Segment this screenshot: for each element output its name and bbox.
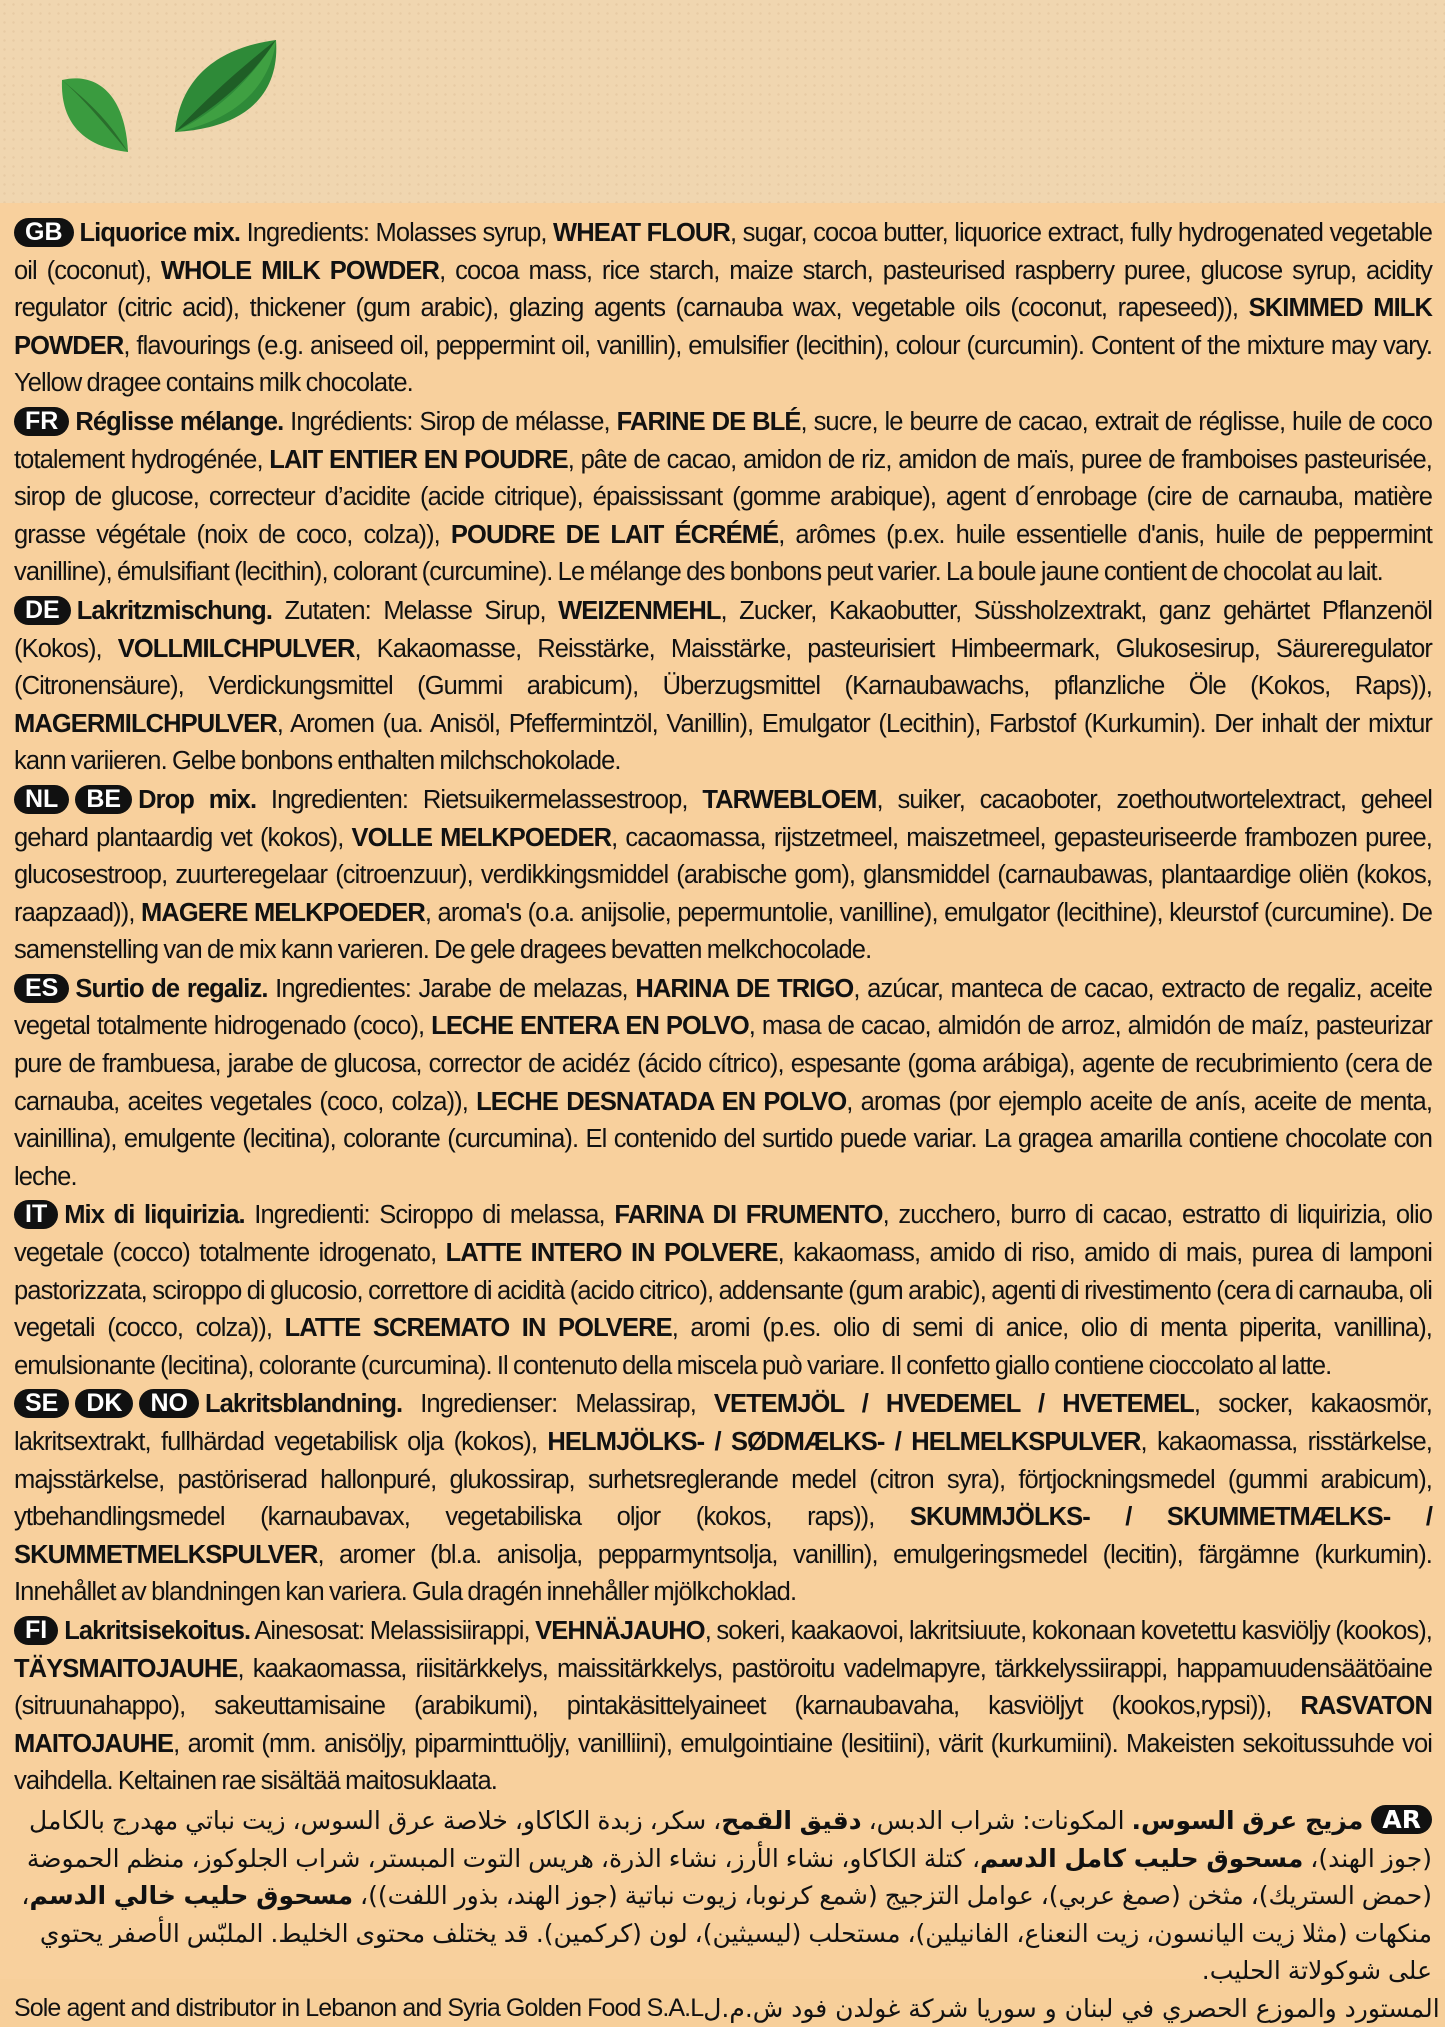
ingredient-block-fr: FR Réglisse mélange. Ingrédients: Sirop de mélasse, FARINE DE BLÉ, sucre, le beurre de cacao, extrait de réglisse, huile de coco totalement hydrogénée, LAIT ENTIER EN POUDRE, pâte de cacao, amidon de riz, amidon de maïs, puree de framboises pasteurisée, sirop de glucose, correcteur d’acidite (acide citrique), épaississant (gomme arabique), agent d´enrobage (cire de carnauba, matière grasse végétale (noix de coco, colza)), POUDRE DE LAIT ÉCRÉMÉ, arômes (p.ex. huile essentielle d'anis, huile de peppermint vanilline), émulsifiant (lecithin), colorant (curcumine). Le mélange des bonbons peut varier. La boule jaune contient de chocolat au lait.: [14, 406, 1433, 587]
allergen-text: LATTE SCREMATO IN POLVERE: [284, 1314, 672, 1343]
product-title: Liquorice mix.: [79, 219, 241, 247]
allergen-text: مسحوق حليب كامل الدسم: [980, 1843, 1304, 1873]
country-badge: FR: [14, 407, 69, 436]
ingredient-block-se: SE DK NO Lakritsblandning. Ingredienser: Melassirap, VETEMJÖL / HVEDEMEL / HVETEMEL, socker, kakaosmör, lakritsextrakt, fullhärdad vegetabilisk olja (kokos), HELMJÖLKS- / SØDMÆLKS- / HELMELKSPULVER, kakaomassa, risstärkelse, majsstärkelse, pastöriserad hallonpuré, glukossirap, surhetsreglerande medel (citron syra), förtjockningsmedel (gummi arabicum), ytbehandlingsmedel (karnaubavax, vegetabiliska oljor (kokos, raps)), SKUMMJÖLKS- / SKUMMETMÆLKS- / SKUMMETMELKSPULVER, aromer (bl.a. anisolja, pepparmyntsolja, vanillin), emulgeringsmedel (lecitin), färgämne (kurkumin). Innehållet av blandningen kan variera. Gula dragén innehåller mjölkchoklad.: [14, 1389, 1433, 1607]
allergen-text: WHOLE MILK POWDER: [160, 256, 440, 285]
product-title: Mix di liquirizia.: [64, 1201, 245, 1230]
product-title: Lakritzmischung.: [76, 596, 273, 625]
allergen-text: SKIMMED MILK POWDER: [14, 294, 1432, 360]
allergen-text: VEHNÄJAUHO: [535, 1616, 705, 1645]
ingredient-block-ar: ARمزيج عرق السوس. المكونات: شراب الدبس، دقيق القمح، سكر، زبدة الكاكاو، خلاصة عرق السوس، زيت نباتي مهدرج بالكامل (جوز الهند)، مسحوق حليب كامل الدسم، كتلة الكاكاو، نشاء الأرز، نشاء الذرة، هريس التوت المبستر، شراب الجلوكوز، منظم الحموضة (حمض الستريك)، مثخن (صمغ عربي)، عوامل التزجيج (شمع كرنوبا، زيوت نباتية (جوز الهند، بذور اللفت))، مسحوق حليب خالي الدسم، منكهات (مثلا زيت اليانسون، زيت النعناع، الفانيلين)، مستحلب (ليسيثين)، لون (كركمين). قد يختلف محتوى الخليط. الملبّس الأصفر يحتوي على شوكولاتة الحليب.: [21, 1804, 1432, 1986]
allergen-text: RASVATON MAITOJAUHE: [14, 1692, 1432, 1758]
country-badge: BE: [75, 785, 132, 814]
allergen-text: LATTE INTERO IN POLVERE: [445, 1239, 778, 1268]
product-title: Drop mix.: [138, 785, 257, 814]
country-badge: NO: [139, 1389, 199, 1418]
allergen-text: مسحوق حليب خالي الدسم: [29, 1881, 354, 1911]
allergen-text: HARINA DE TRIGO: [635, 974, 854, 1003]
country-badge: FI: [14, 1616, 58, 1645]
allergen-text: VETEMJÖL / HVEDEMEL / HVETEMEL: [713, 1390, 1194, 1419]
allergen-text: دقيق القمح: [721, 1805, 862, 1835]
ingredient-block-fi: FI Lakritsisekoitus. Ainesosat: Melassisiirappi, VEHNÄJAUHO, sokeri, kaakaovoi, lakritsiuute, kokonaan kovetettu kasviöljy (kookos), TÄYSMAITOJAUHE, kaakaomassa, riisitärkkelys, maissitärkkelys, pastöroitu vadelmapyre, tärkkelyssiirappi, happamuudensäätöaine (sitruunahappo), sakeuttamisaine (arabikumi), pintakäsittelyaineet (karnaubavaha, kasviöljyt (kookos,rypsi)), RASVATON MAITOJAUHE, aromit (mm. anisöljy, piparminttuöljy, vanilliini), emulgointiaine (lesitiini), värit (kurkumiini). Makeisten sekoitussuhde voi vaihdella. Keltainen rae sisältää maitosuklaata.: [14, 1615, 1432, 1796]
allergen-text: FARINE DE BLÉ: [616, 407, 801, 436]
product-title: Surtio de regaliz.: [75, 974, 268, 1003]
leaves-illustration: [0, 0, 420, 203]
allergen-text: MAGERE MELKPOEDER: [140, 898, 425, 927]
allergen-text: VOLLE MELKPOEDER: [351, 823, 612, 852]
allergen-text: POUDRE DE LAIT ÉCRÉMÉ: [450, 520, 779, 549]
product-title: Réglisse mélange.: [75, 407, 284, 436]
allergen-text: FARINA DI FRUMENTO: [614, 1201, 883, 1230]
allergen-text: MAGERMILCHPULVER: [14, 709, 277, 738]
allergen-text: TÄYSMAITOJAUHE: [14, 1654, 238, 1683]
allergen-text: WHEAT FLOUR: [553, 219, 730, 247]
ingredient-block-it: IT Mix di liquirizia. Ingredienti: Sciroppo di melassa, FARINA DI FRUMENTO, zucchero, burro di cacao, estratto di liquirizia, olio vegetale (cocco) totalmente idrogenato, LATTE INTERO IN POLVERE, kakaomass, amido di riso, amido di mais, purea di lamponi pastorizzata, sciroppo di glucosio, correttore di acidità (acido citrico), addensante (gum arabic), agenti di rivestimento (cera di carnauba, oli vegetali (cocco, colza)), LATTE SCREMATO IN POLVERE, aromi (p.es. olio di semi di anice, olio di menta piperita, vanillina), emulsionante (lecitina), colorante (curcumina). Il contenuto della miscela può variare. Il confetto giallo contiene cioccolato al latte.: [14, 1200, 1432, 1380]
allergen-text: LECHE DESNATADA EN POLVO: [476, 1087, 847, 1116]
cardboard-header: [0, 0, 1445, 203]
allergen-text: LECHE ENTERA EN POLVO: [431, 1012, 749, 1041]
country-badge: AR: [1371, 1805, 1432, 1834]
left-leaf: [62, 78, 128, 152]
country-badge: GB: [14, 218, 74, 247]
allergen-text: VOLLMILCHPULVER: [117, 634, 355, 663]
ingredient-block-nl: NL BE Drop mix. Ingredienten: Rietsuikermelassestroop, TARWEBLOEM, suiker, cacaoboter, zoethoutwortelextract, geheel gehard plantaardig vet (kokos), VOLLE MELKPOEDER, cacaomassa, rijstzetmeel, maiszetmeel, gepasteuriseerde frambozen puree, glucosestroop, zuurteregelaar (citroenzuur), verdikkingsmiddel (arabische gom), glansmiddel (carnaubawas, plantaardige oliën (kokos, raapzaad)), MAGERE MELKPOEDER, aroma's (o.a. anijsolie, pepermuntolie, vanilline), emulgator (lecithine), kleurstof (curcumine). De samenstelling van de mix kann varieren. De gele dragees bevatten melkchocolade.: [14, 784, 1433, 965]
product-title: Lakritsblandning.: [204, 1390, 403, 1419]
country-badge: DE: [14, 596, 71, 625]
country-badge: ES: [14, 974, 69, 1003]
product-title: Lakritsisekoitus.: [64, 1616, 251, 1645]
allergen-text: WEIZENMEHL: [558, 596, 721, 625]
allergen-text: TARWEBLOEM: [702, 785, 877, 814]
distributor-ar: المستورد والموزع الحصري في لبنان و سوريا شركة غولدن فود ش.م.ل: [703, 1993, 1440, 2023]
ingredient-block-es: ES Surtio de regaliz. Ingredientes: Jarabe de melazas, HARINA DE TRIGO, azúcar, manteca de cacao, extracto de regaliz, aceite vegetal totalmente hidrogenado (coco), LECHE ENTERA EN POLVO, masa de cacao, almidón de arroz, almidón de maíz, pasteurizar pure de frambuesa, jarabe de glucosa, corrector de acidéz (ácido cítrico), espesante (goma arábiga), agente de recubrimiento (cera de carnauba, aceites vegetales (coco, colza)), LECHE DESNATADA EN POLVO, aromas (por ejemplo aceite de anís, aceite de menta, vainillina), emulgente (lecitina), colorante (curcumina). El contenido del surtido puede variar. La gragea amarilla contiene chocolate con leche.: [14, 973, 1433, 1191]
ingredients-list: [14, 215, 1440, 2027]
country-badge: IT: [14, 1200, 58, 1229]
allergen-text: SKUMMJÖLKS- / SKUMMETMÆLKS- / SKUMMETMELKSPULVER: [14, 1503, 1433, 1569]
allergen-text: LAIT ENTIER EN POUDRE: [269, 445, 568, 474]
allergen-text: HELMJÖLKS- / SØDMÆLKS- / HELMELKSPULVER: [547, 1428, 1141, 1456]
ingredient-block-gb: GB Liquorice mix. Ingredients: Molasses syrup, WHEAT FLOUR, sugar, cocoa butter, liquorice extract, fully hydrogenated vegetable oil (coconut), WHOLE MILK POWDER, cocoa mass, rice starch, maize starch, pasteurised raspberry puree, glucose syrup, acidity regulator (citric acid), thickener (gum arabic), glazing agents (carnauba wax, vegetable oils (coconut, rapeseed)), SKIMMED MILK POWDER, flavourings (e.g. aniseed oil, peppermint oil, vanillin), emulsifier (lecithin), colour (curcumin). Content of the mixture may vary. Yellow dragee contains milk chocolate.: [14, 218, 1433, 398]
country-badge: SE: [14, 1389, 69, 1418]
ingredient-block-de: DE Lakritzmischung. Zutaten: Melasse Sirup, WEIZENMEHL, Zucker, Kakaobutter, Süssholzextrakt, ganz gehärtet Pflanzenöl (Kokos), VOLLMILCHPULVER, Kakaomasse, Reisstärke, Maisstärke, pasteurisiert Himbeermark, Glukosesirup, Säureregulator (Citronensäure), Verdickungsmittel (Gummi arabicum), Überzugsmittel (Karnaubawachs, pflanzliche Öle (Kokos, Raps)), MAGERMILCHPULVER, Aromen (ua. Anisöl, Pfeffermintzöl, Vanillin), Emulgator (Lecithin), Farbstof (Kurkumin). Der inhalt der mixtur kann variieren. Gelbe bonbons enthalten milchschokolade.: [14, 595, 1433, 776]
country-badge: DK: [75, 1389, 133, 1418]
distributor-footer: [14, 1990, 1440, 2027]
product-title: مزيج عرق السوس.: [1131, 1805, 1364, 1835]
country-badge: NL: [14, 785, 69, 814]
distributor-en: Sole agent and distributor in Lebanon and Syria Golden Food S.A.L: [14, 1993, 704, 2022]
